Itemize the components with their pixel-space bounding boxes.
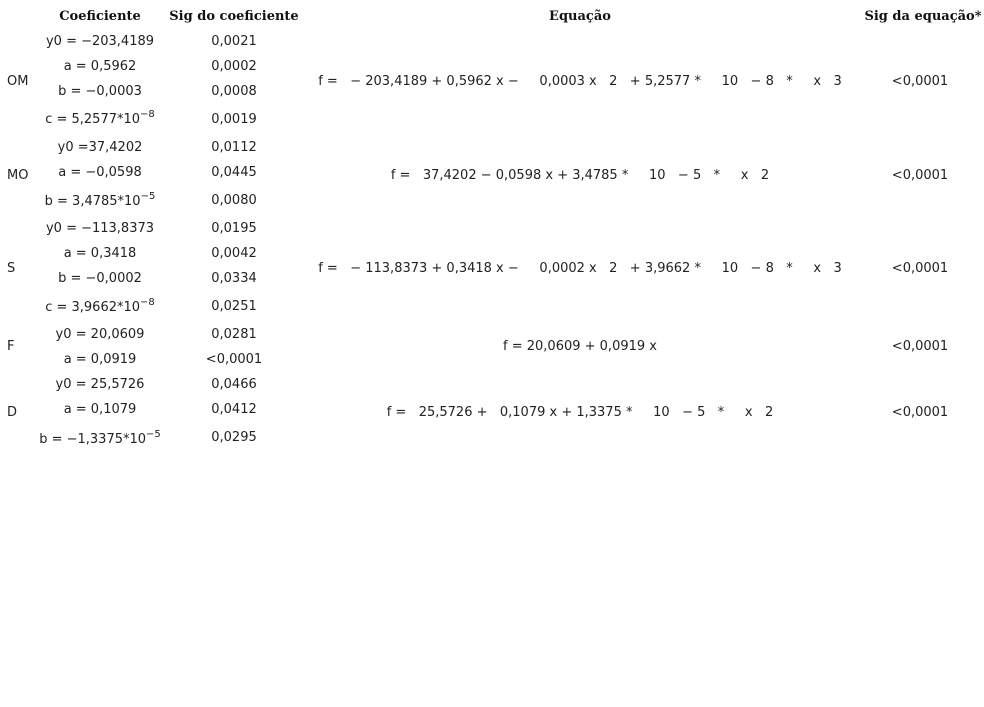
coefficient-sig-cell: 0,0019 [211, 112, 257, 127]
coefficient-sig-cell: 0,0021 [211, 34, 257, 49]
coefficient-exponent: −8 [140, 109, 155, 120]
coefficient-cell [30, 297, 170, 315]
equation-sig-cell: <0,0001 [891, 74, 949, 89]
header-sig-coeficiente: Sig do coeficiente [169, 9, 299, 24]
header-sig-equacao: Sig da equação* [864, 9, 982, 24]
coefficient-cell: y0 = −113,8373 [45, 221, 155, 236]
equation-sig-cell: <0,0001 [891, 168, 949, 183]
group-label: F [7, 339, 15, 354]
coefficient-sig-cell: <0,0001 [205, 352, 263, 367]
coefficient-cell: y0 = −203,4189 [45, 34, 155, 49]
header-coeficiente: Coeficiente [59, 9, 141, 24]
equation-cell: f = − 113,8373 + 0,3418 x − 0,0002 x 2 + 3,9662 * 10 − 8 * x 3 [318, 261, 842, 276]
equation-cell: f = 20,0609 + 0,0919 x [503, 339, 657, 354]
coefficient-exponent: −5 [146, 429, 161, 440]
coefficient-cell: a = 0,3418 [63, 246, 137, 261]
coefficient-cell: y0 =37,4202 [57, 140, 143, 155]
coefficient-sig-cell: 0,0412 [211, 402, 257, 417]
equation-sig-cell: <0,0001 [891, 339, 949, 354]
coefficient-sig-cell: 0,0466 [211, 377, 257, 392]
coefficient-sig-cell: 0,0112 [211, 140, 257, 155]
coefficient-cell: b = −0,0003 [58, 84, 142, 99]
coefficient-sig-cell: 0,0195 [211, 221, 257, 236]
coefficient-cell: a = −0,0598 [58, 165, 142, 180]
coefficient-exponent: −8 [140, 297, 155, 308]
equation-cell: f = 25,5726 + 0,1079 x + 1,3375 * 10 − 5 * x 2 [386, 405, 774, 420]
coefficient-sig-cell: 0,0002 [211, 59, 257, 74]
coefficient-base: b = −1,3375*10 [39, 432, 147, 447]
equation-cell: f = 37,4202 − 0,0598 x + 3,4785 * 10 − 5 * x 2 [390, 168, 770, 183]
equation-sig-cell: <0,0001 [891, 261, 949, 276]
coefficient-base: c = 5,2577*10 [45, 112, 141, 127]
group-label: OM [7, 74, 29, 89]
coefficient-cell: a = 0,0919 [63, 352, 137, 367]
coefficient-cell [30, 109, 170, 127]
coefficient-cell: y0 = 20,0609 [55, 327, 145, 342]
coefficient-cell: y0 = 25,5726 [55, 377, 145, 392]
coefficient-sig-cell: 0,0295 [211, 430, 257, 445]
group-label: S [7, 261, 16, 276]
coefficient-sig-cell: 0,0080 [211, 193, 257, 208]
coefficient-exponent: −5 [140, 191, 156, 202]
coefficient-sig-cell: 0,0334 [211, 271, 257, 286]
coefficient-cell: a = 0,5962 [63, 59, 137, 74]
header-equacao: Equação [549, 9, 611, 24]
equation-cell: f = − 203,4189 + 0,5962 x − 0,0003 x 2 + 5,2577 * 10 − 8 * x 3 [318, 74, 842, 89]
coefficient-base: c = 3,9662*10 [45, 300, 141, 315]
coefficient-cell [30, 191, 170, 209]
group-label: MO [7, 168, 29, 183]
coefficient-sig-cell: 0,0008 [211, 84, 257, 99]
coefficient-sig-cell: 0,0042 [211, 246, 257, 261]
coefficient-cell: a = 0,1079 [63, 402, 137, 417]
equation-sig-cell: <0,0001 [891, 405, 949, 420]
coefficient-base: b = 3,4785*10 [44, 194, 141, 209]
coefficient-sig-cell: 0,0281 [211, 327, 257, 342]
coefficient-sig-cell: 0,0251 [211, 299, 257, 314]
group-label: D [7, 405, 18, 420]
coefficient-cell [30, 429, 170, 447]
coefficient-cell: b = −0,0002 [58, 271, 142, 286]
coefficient-sig-cell: 0,0445 [211, 165, 257, 180]
